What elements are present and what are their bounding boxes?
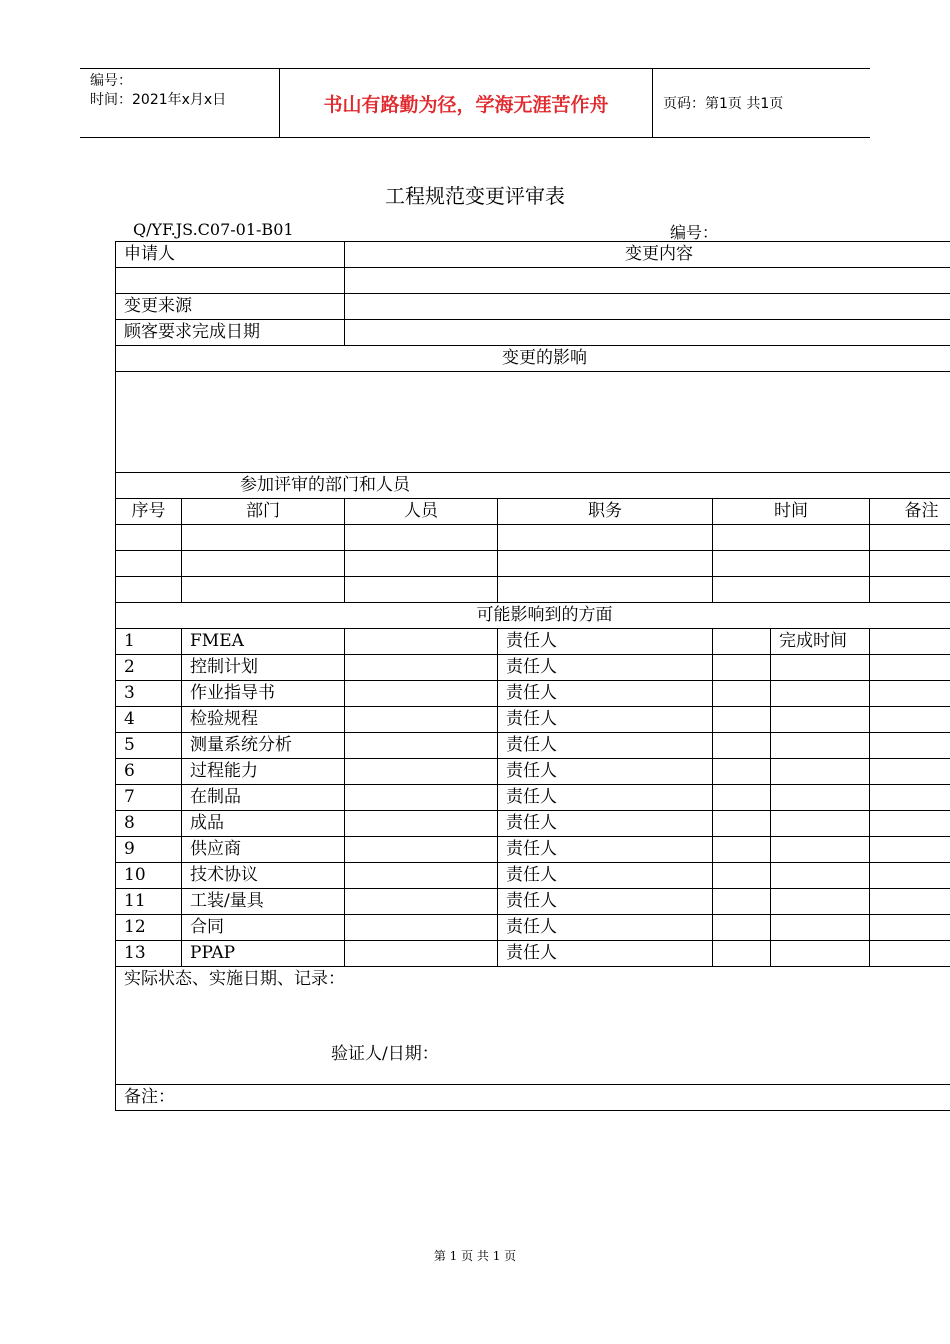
customer-date-row [116,320,950,346]
change-source-field[interactable] [345,294,950,320]
aspect-row [116,863,950,889]
review-cell[interactable] [713,577,870,603]
completion-time-label-cell [771,733,870,759]
aspect-detail-field[interactable] [345,707,498,733]
change-source-row [116,294,950,320]
aspect-detail-field[interactable] [345,655,498,681]
review-cell[interactable] [870,551,950,577]
document-header [80,68,870,138]
page-footer: 第 1 页 共 1 页 [433,1249,517,1263]
aspect-name: 在制品 [182,785,345,811]
review-cell[interactable] [870,525,950,551]
responsible-label: 责任人 [498,915,713,941]
responsible-field[interactable] [713,707,771,733]
responsible-field[interactable] [713,785,771,811]
responsible-label: 责任人 [498,863,713,889]
completion-time-label-cell [771,889,870,915]
aspect-detail-field[interactable] [345,681,498,707]
customer-date-field[interactable] [345,320,950,346]
applicant-row [116,242,950,268]
completion-time-field[interactable] [870,837,950,863]
aspect-row [116,681,950,707]
aspect-detail-field[interactable] [345,863,498,889]
verifier-label: 验证人/日期： [331,1044,439,1064]
completion-time-field[interactable] [870,759,950,785]
aspects-heading: 可能影响到的方面 [116,603,950,629]
responsible-label: 责任人 [498,889,713,915]
form-title: 工程规范变更评审表 [385,184,565,208]
aspect-number: 3 [116,681,182,707]
aspect-detail-field[interactable] [345,785,498,811]
col-time: 时间 [713,499,870,525]
responsible-label: 责任人 [498,655,713,681]
review-cell[interactable] [498,525,713,551]
review-cell[interactable] [345,551,498,577]
applicant-value-row [116,268,950,294]
responsible-label: 责任人 [498,811,713,837]
review-cell[interactable] [870,577,950,603]
remarks-label: 备注： [116,1085,950,1111]
aspect-number: 5 [116,733,182,759]
completion-time-field[interactable] [870,629,950,655]
completion-time-label-cell [771,785,870,811]
header-number: 编号： [90,73,132,89]
responsible-field[interactable] [713,655,771,681]
completion-time-field[interactable] [870,655,950,681]
responsible-field[interactable] [713,811,771,837]
aspect-name: 作业指导书 [182,681,345,707]
review-cell[interactable] [498,551,713,577]
completion-time-field[interactable] [870,785,950,811]
aspect-detail-field[interactable] [345,889,498,915]
review-columns-row [116,499,950,525]
col-department: 部门 [182,499,345,525]
responsible-field[interactable] [713,915,771,941]
responsible-label: 责任人 [498,837,713,863]
responsible-label: 责任人 [498,759,713,785]
col-no: 序号 [116,499,182,525]
aspect-number: 11 [116,889,182,915]
aspect-name: 工装/量具 [182,889,345,915]
aspect-number: 4 [116,707,182,733]
serial-number-label: 编号： [670,223,719,242]
review-form-table [115,241,950,1111]
impact-heading-row [116,346,950,372]
responsible-label: 责任人 [498,681,713,707]
completion-time-label-cell [771,863,870,889]
aspect-detail-field[interactable] [345,837,498,863]
header-page-info: 页码：第1页 共1页 [663,96,784,112]
aspect-name: 供应商 [182,837,345,863]
review-cell[interactable] [345,577,498,603]
aspect-detail-field[interactable] [345,941,498,967]
review-cell[interactable] [345,525,498,551]
completion-time-field[interactable] [870,707,950,733]
completion-time-label-cell [771,941,870,967]
completion-time-field[interactable] [870,733,950,759]
header-date: 时间：2021年x月x日 [90,92,227,108]
applicant-label: 申请人 [116,242,345,268]
aspect-row [116,915,950,941]
aspect-number: 8 [116,811,182,837]
doc-code: Q/YF.JS.C07-01-B01 [133,220,294,239]
status-label: 实际状态、实施日期、记录： [124,969,345,989]
aspect-number: 7 [116,785,182,811]
completion-time-label-cell [771,707,870,733]
review-cell[interactable] [498,577,713,603]
customer-date-label: 顾客要求完成日期 [116,320,345,346]
aspect-name: 过程能力 [182,759,345,785]
aspect-number: 9 [116,837,182,863]
responsible-field[interactable] [713,889,771,915]
responsible-field[interactable] [713,759,771,785]
responsible-label: 责任人 [498,785,713,811]
aspect-detail-field[interactable] [345,915,498,941]
completion-time-label-cell [771,837,870,863]
aspect-number: 1 [116,629,182,655]
completion-time-label-cell [771,811,870,837]
header-meta [80,69,280,137]
applicant-field[interactable] [116,268,345,294]
impact-field[interactable] [116,372,950,473]
review-row [116,551,950,577]
aspect-name: 检验规程 [182,707,345,733]
aspect-row [116,733,950,759]
aspect-name: FMEA [182,629,345,655]
completion-time-field[interactable] [870,941,950,967]
responsible-field[interactable] [713,733,771,759]
change-content-field[interactable] [345,268,950,294]
verification-field[interactable] [116,967,950,1085]
aspect-name: PPAP [182,941,345,967]
aspect-row [116,655,950,681]
aspect-detail-field[interactable] [345,759,498,785]
verification-row [116,967,950,1085]
completion-time-label-cell [771,655,870,681]
completion-time-label-cell [771,759,870,785]
responsible-label: 责任人 [498,707,713,733]
change-source-label: 变更来源 [116,294,345,320]
completion-time-field[interactable] [870,681,950,707]
responsible-field[interactable] [713,837,771,863]
completion-time-label-cell [771,915,870,941]
review-cell[interactable] [713,551,870,577]
aspect-detail-field[interactable] [345,733,498,759]
aspect-row [116,707,950,733]
aspect-name: 控制计划 [182,655,345,681]
aspect-number: 10 [116,863,182,889]
aspect-row [116,759,950,785]
col-position: 职务 [498,499,713,525]
col-remarks: 备注 [870,499,950,525]
review-cell[interactable] [116,525,182,551]
impact-heading: 变更的影响 [116,346,950,372]
aspect-row [116,889,950,915]
responsible-label: 责任人 [498,941,713,967]
impact-body-row [116,372,950,473]
aspect-name: 合同 [182,915,345,941]
responsible-field[interactable] [713,629,771,655]
aspect-row [116,629,950,655]
aspect-detail-field[interactable] [345,629,498,655]
aspects-heading-row [116,603,950,629]
review-heading: 参加评审的部门和人员 [116,473,950,499]
responsible-field[interactable] [713,941,771,967]
completion-time-label-cell [771,681,870,707]
review-cell[interactable] [116,577,182,603]
review-cell[interactable] [713,525,870,551]
aspect-name: 测量系统分析 [182,733,345,759]
completion-time-field[interactable] [870,811,950,837]
responsible-field[interactable] [713,863,771,889]
review-cell[interactable] [182,525,345,551]
review-heading-row [116,473,950,499]
aspect-row [116,811,950,837]
header-motto: 书山有路勤为径，学海无涯苦作舟 [280,69,653,137]
completion-time-field[interactable] [870,863,950,889]
aspect-name: 成品 [182,811,345,837]
aspect-number: 6 [116,759,182,785]
responsible-label: 责任人 [498,629,713,655]
aspect-number: 2 [116,655,182,681]
aspect-row [116,941,950,967]
review-cell[interactable] [182,551,345,577]
responsible-field[interactable] [713,681,771,707]
col-person: 人员 [345,499,498,525]
completion-time-label: 完成时间 [771,629,870,655]
responsible-label: 责任人 [498,733,713,759]
completion-time-field[interactable] [870,915,950,941]
review-cell[interactable] [182,577,345,603]
aspect-name: 技术协议 [182,863,345,889]
aspect-row [116,785,950,811]
review-row [116,577,950,603]
review-row [116,525,950,551]
remarks-row [116,1085,950,1111]
aspect-detail-field[interactable] [345,811,498,837]
change-content-label: 变更内容 [345,242,950,268]
completion-time-field[interactable] [870,889,950,915]
aspect-row [116,837,950,863]
aspect-number: 12 [116,915,182,941]
aspect-number: 13 [116,941,182,967]
review-cell[interactable] [116,551,182,577]
